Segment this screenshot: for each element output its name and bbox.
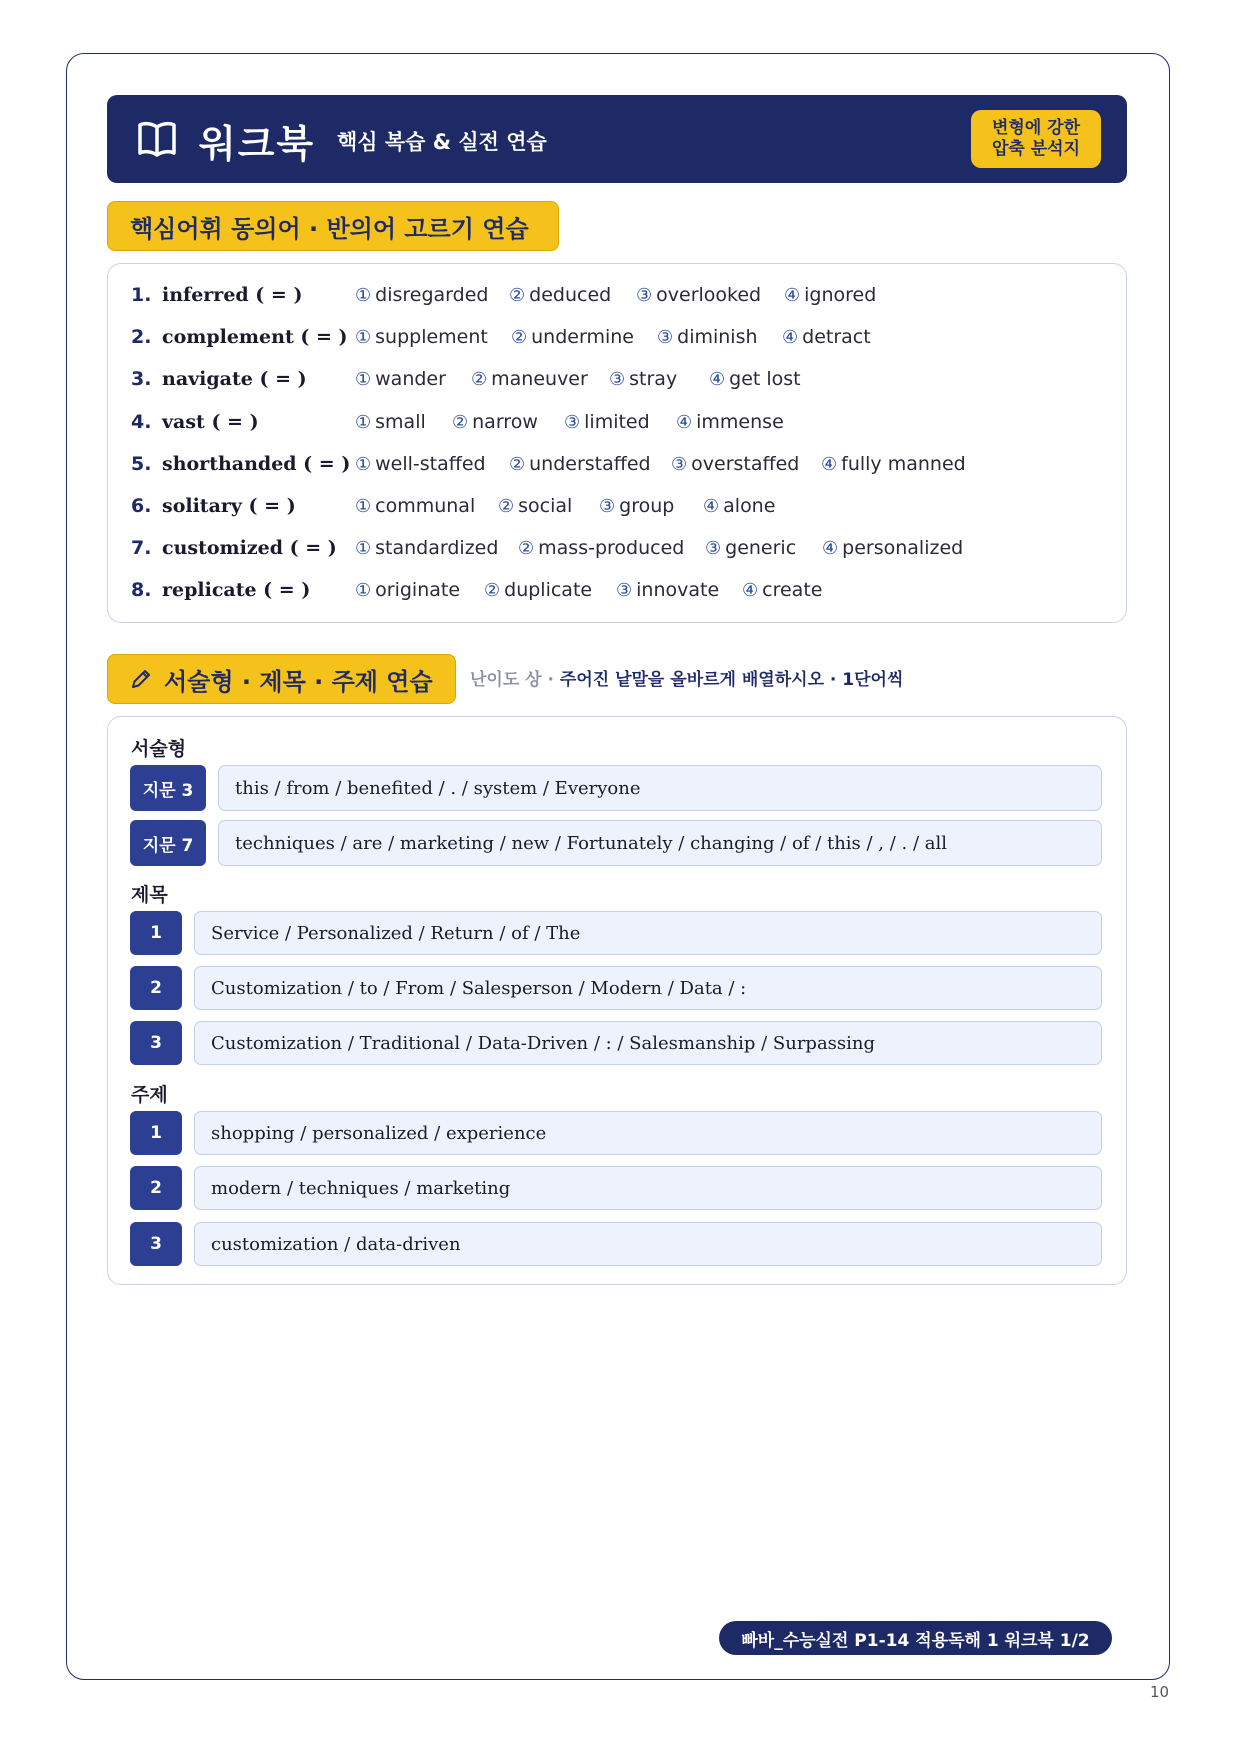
vocab-option[interactable]: ④ alone <box>703 495 776 517</box>
vocab-item <box>131 449 966 479</box>
vocab-option[interactable]: ① supplement <box>355 326 488 348</box>
vocab-option[interactable]: ② deduced <box>509 284 612 306</box>
vocab-word: shorthanded ( = ) <box>162 453 351 475</box>
vocab-word: replicate ( = ) <box>162 579 311 601</box>
vocab-item <box>131 322 871 352</box>
topic-tag: 2 <box>130 1166 182 1210</box>
topic-tag: 3 <box>130 1222 182 1266</box>
vocab-option[interactable]: ① standardized <box>355 537 499 559</box>
page-subtitle: 핵심 복습 & 실전 연습 <box>337 130 547 154</box>
vocab-word: vast ( = ) <box>162 411 259 433</box>
title-tag: 2 <box>130 966 182 1010</box>
vocab-option[interactable]: ④ detract <box>782 326 871 348</box>
essay-answer-field[interactable]: this / from / benefited / . / system / Everyone <box>218 765 1102 811</box>
vocab-box <box>107 263 1127 623</box>
vocab-option[interactable]: ① disregarded <box>355 284 489 306</box>
vocab-option[interactable]: ④ get lost <box>709 368 801 390</box>
vocab-option[interactable]: ③ stray <box>609 368 678 390</box>
difficulty-label: 난이도 상 · <box>470 670 554 690</box>
badge-line-1: 변형에 강한 <box>991 118 1081 138</box>
vocab-option[interactable]: ① originate <box>355 579 461 601</box>
vocab-option[interactable]: ① wander <box>355 368 446 390</box>
vocab-section-title <box>107 201 559 251</box>
vocab-item <box>131 364 801 394</box>
vocab-option[interactable]: ③ diminish <box>657 326 758 348</box>
vocab-item <box>131 575 822 605</box>
vocab-option[interactable]: ② mass-produced <box>518 537 685 559</box>
vocab-option[interactable]: ④ ignored <box>784 284 877 306</box>
vocab-option[interactable]: ④ immense <box>676 411 784 433</box>
title-tag: 3 <box>130 1021 182 1065</box>
vocab-number: 4. <box>131 411 152 433</box>
vocab-word: solitary ( = ) <box>162 495 296 517</box>
header-badge <box>971 110 1101 168</box>
vocab-number: 5. <box>131 453 152 475</box>
instruction-text: 주어진 낱말을 올바르게 배열하시오 · 1단어씩 <box>559 670 904 690</box>
essay-answer-field[interactable]: techniques / are / marketing / new / Fortunately / changing / of / this / , / . / all <box>218 820 1102 866</box>
vocab-option[interactable]: ① small <box>355 411 426 433</box>
vocab-option[interactable]: ③ group <box>599 495 675 517</box>
writing-section-title <box>107 654 456 704</box>
vocab-option[interactable]: ③ limited <box>564 411 650 433</box>
footer-label: 빠바_수능실전 P1-14 적용독해 1 워크북 1/2 <box>719 1621 1112 1655</box>
topic-answer-field[interactable]: modern / techniques / marketing <box>194 1166 1102 1210</box>
topic-answer-field[interactable]: shopping / personalized / experience <box>194 1111 1102 1155</box>
essay-group-label: 서술형 <box>131 738 187 760</box>
page-title: 워크북 <box>199 122 316 166</box>
open-book-icon <box>137 119 177 159</box>
vocab-number: 8. <box>131 579 152 601</box>
pencil-icon <box>130 668 152 690</box>
vocab-option[interactable]: ② understaffed <box>509 453 651 475</box>
header-banner <box>107 95 1127 183</box>
vocab-number: 2. <box>131 326 152 348</box>
vocab-option[interactable]: ③ innovate <box>616 579 720 601</box>
vocab-option[interactable]: ① communal <box>355 495 476 517</box>
vocab-word: navigate ( = ) <box>162 368 307 390</box>
topic-answer-field[interactable]: customization / data-driven <box>194 1222 1102 1266</box>
vocab-item <box>131 491 775 521</box>
vocab-number: 3. <box>131 368 152 390</box>
writing-section-title-text: 서술형 · 제목 · 주제 연습 <box>164 667 433 696</box>
vocab-option[interactable]: ③ overstaffed <box>671 453 800 475</box>
vocab-item <box>131 407 784 437</box>
vocab-option[interactable]: ④ create <box>742 579 823 601</box>
title-answer-field[interactable]: Customization / Traditional / Data-Driven / : / Salesmanship / Surpassing <box>194 1021 1102 1065</box>
vocab-word: customized ( = ) <box>162 537 337 559</box>
vocab-item <box>131 533 963 563</box>
vocab-section-title-text: 핵심어휘 동의어 · 반의어 고르기 연습 <box>130 214 529 243</box>
vocab-number: 6. <box>131 495 152 517</box>
vocab-number: 7. <box>131 537 152 559</box>
vocab-word: complement ( = ) <box>162 326 348 348</box>
vocab-option[interactable]: ② narrow <box>452 411 538 433</box>
title-answer-field[interactable]: Customization / to / From / Salesperson / Modern / Data / : <box>194 966 1102 1010</box>
vocab-option[interactable]: ① well-staffed <box>355 453 486 475</box>
essay-tag: 지문 3 <box>130 765 206 811</box>
writing-instructions <box>470 665 903 690</box>
vocab-option[interactable]: ② maneuver <box>471 368 588 390</box>
title-tag: 1 <box>130 911 182 955</box>
vocab-option[interactable]: ② social <box>498 495 573 517</box>
vocab-option[interactable]: ④ personalized <box>822 537 964 559</box>
vocab-option[interactable]: ③ generic <box>705 537 797 559</box>
topic-tag: 1 <box>130 1111 182 1155</box>
essay-tag: 지문 7 <box>130 820 206 866</box>
vocab-option[interactable]: ④ fully manned <box>821 453 966 475</box>
topic-group-label: 주제 <box>131 1084 168 1106</box>
vocab-option[interactable]: ② undermine <box>511 326 634 348</box>
vocab-item <box>131 280 876 310</box>
title-answer-field[interactable]: Service / Personalized / Return / of / The <box>194 911 1102 955</box>
badge-line-2: 압축 분석지 <box>991 139 1081 159</box>
page-number: 10 <box>1150 1683 1170 1701</box>
vocab-option[interactable]: ③ overlooked <box>636 284 762 306</box>
title-group-label: 제목 <box>131 884 168 906</box>
vocab-number: 1. <box>131 284 152 306</box>
vocab-option[interactable]: ② duplicate <box>484 579 593 601</box>
vocab-word: inferred ( = ) <box>162 284 303 306</box>
